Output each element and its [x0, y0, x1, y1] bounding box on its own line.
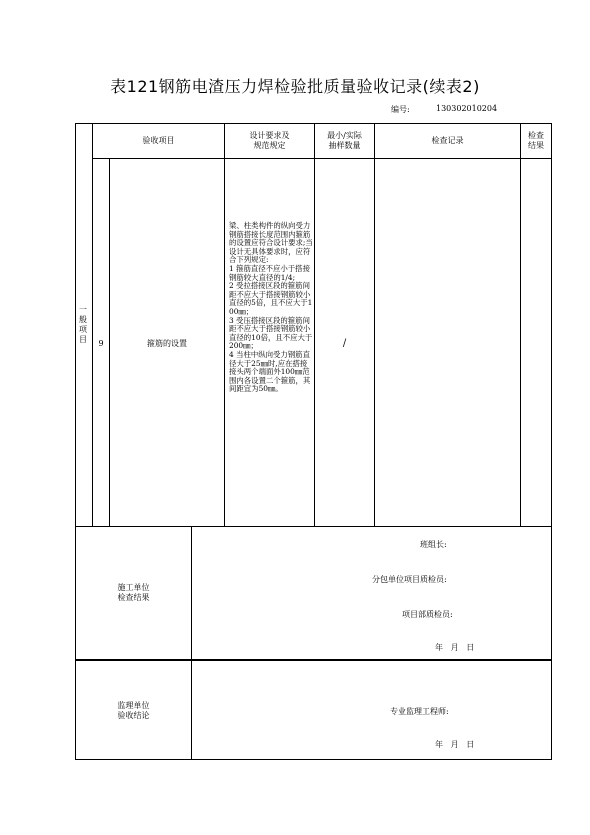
header-record: 检查记录	[431, 136, 464, 145]
construction-label-line1: 施工单位	[117, 583, 150, 592]
page-title: 表121钢筋电渣压力焊检验批质量验收记录(续表2)	[110, 77, 480, 96]
construction-label-line2: 检查结果	[117, 593, 150, 602]
code-label: 编号:	[391, 105, 410, 114]
header-design-line2: 规范规定	[253, 141, 286, 150]
group-label: 一般项目	[79, 305, 87, 344]
supervision-engineer-label: 专业监理工程师:	[390, 707, 449, 716]
row-number: 9	[98, 339, 104, 348]
header-design-line1: 设计要求及	[249, 131, 290, 140]
team-leader-label: 班组长:	[420, 540, 447, 549]
sub-inspector-label: 分包单位项目质检员:	[372, 575, 447, 584]
project-inspector-label: 项目部质检员:	[402, 610, 453, 619]
code-value: 130302010204	[436, 104, 498, 113]
supervision-label-line2: 验收结论	[117, 711, 150, 720]
row-sample: /	[342, 338, 347, 349]
supervision-label-line1: 监理单位	[117, 701, 150, 710]
header-result-line1: 检查	[528, 131, 544, 140]
header-sample-line2: 抽样数量	[328, 141, 361, 150]
row-spec-text: 梁、柱类构件的纵向受力钢筋搭接长度范围内箍筋的设置应符合设计要求;当设计无具体要求时，应符合下列规定: 1 箍筋直径不应小于搭接钢筋较大直径的1/4; 2 受拉搭接区段的箍筋间距不应大于搭接钢筋较小直径的5倍，且不应大于100㎜； 3 受压搭接区段的箍筋间距不应大于搭接钢筋较小直径的10倍，且不应大于200㎜； 4 当柱中纵向受力钢筋直径大于25㎜时,应在搭接接头两个端面外100㎜范围内各设置二个箍筋，其间距宜为50㎜。	[229, 221, 313, 394]
header-sample-line1: 最小/实际	[327, 131, 362, 140]
supervision-date: 年 月 日	[435, 740, 475, 749]
header-item: 验收项目	[142, 136, 175, 145]
header-result-line2: 结果	[528, 141, 544, 150]
row-item-name: 箍筋的设置	[147, 339, 187, 348]
construction-date: 年 月 日	[435, 643, 475, 652]
